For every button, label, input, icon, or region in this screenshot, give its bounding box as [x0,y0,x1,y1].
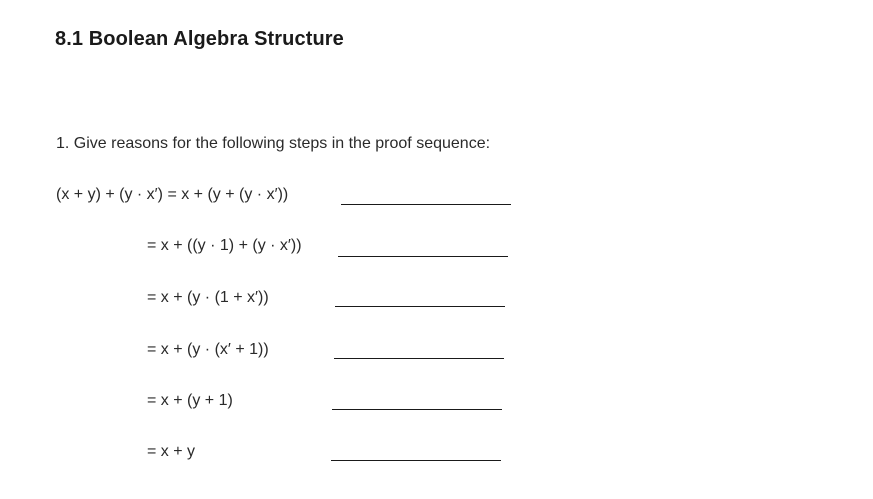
proof-step-5: = x + (y + 1) [147,392,233,409]
proof-step-1: (x + y) + (y · x′) = x + (y + (y · x′)) [56,186,289,203]
question-prompt: 1. Give reasons for the following steps in the proof sequence: [56,135,491,152]
reason-blank-5[interactable] [332,409,502,410]
reason-blank-4[interactable] [334,358,504,359]
proof-step-4: = x + (y · (x′ + 1)) [147,341,269,358]
reason-blank-2[interactable] [338,256,508,257]
proof-step-3: = x + (y · (1 + x′)) [147,289,269,306]
reason-blank-3[interactable] [335,306,505,307]
section-heading: 8.1 Boolean Algebra Structure [55,28,344,50]
proof-step-6: = x + y [147,443,196,460]
reason-blank-1[interactable] [341,204,511,205]
proof-step-2: = x + ((y · 1) + (y · x′)) [147,237,302,254]
reason-blank-6[interactable] [331,460,501,461]
